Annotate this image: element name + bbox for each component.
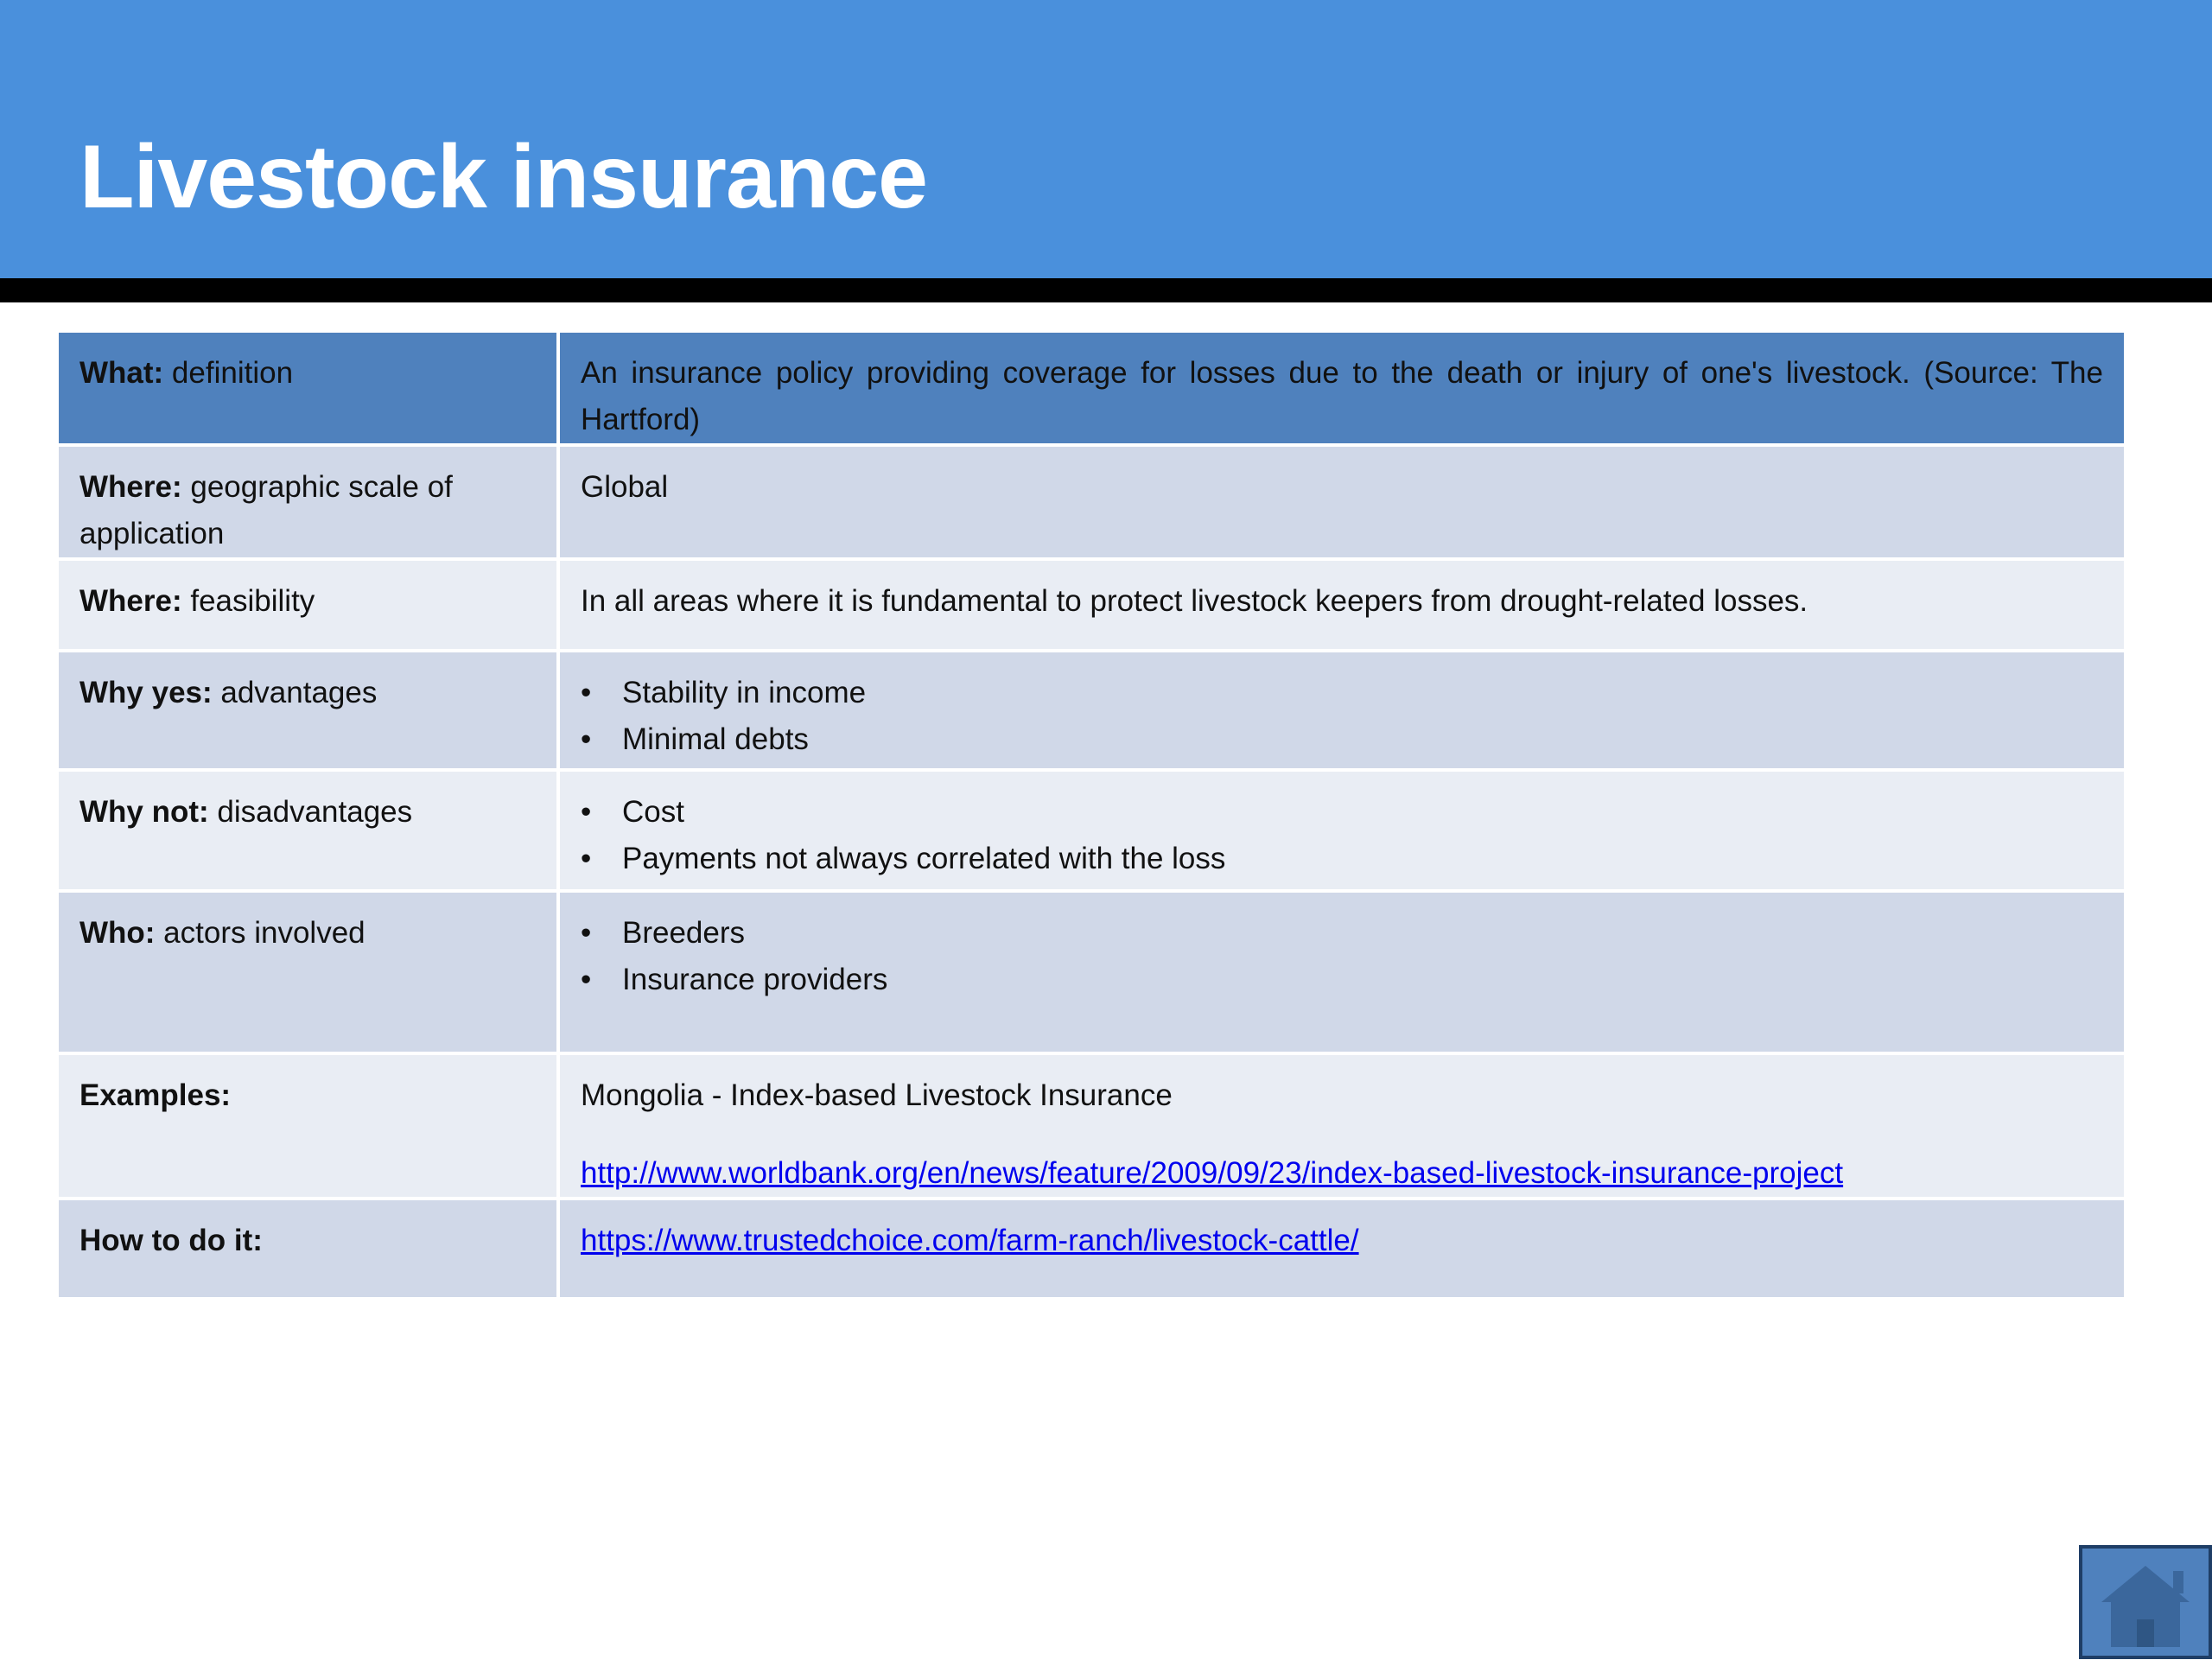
header-divider [0, 278, 2212, 302]
list-item [581, 910, 2103, 957]
row-label-text: advantages [212, 676, 378, 709]
row-value [558, 651, 2126, 770]
table-row-how [57, 1199, 2126, 1299]
slide-title: Livestock insurance [79, 127, 927, 227]
row-value [558, 1199, 2126, 1299]
table-row-examples [57, 1053, 2126, 1199]
list-item [581, 670, 2103, 716]
bullet-icon: • [581, 676, 592, 709]
row-label-text: disadvantages [208, 795, 413, 829]
example-link[interactable]: http://www.worldbank.org/en/news/feature/2009/09/23/index-based-livestock-insurance-project [581, 1156, 1844, 1190]
row-label [57, 891, 558, 1053]
row-label-key: Why yes: [79, 676, 213, 709]
example-text: Mongolia - Index-based Livestock Insurance [581, 1078, 1173, 1112]
table-row-why-yes [57, 651, 2126, 770]
bullet-icon: • [581, 963, 592, 996]
row-label [57, 331, 558, 445]
row-value [558, 891, 2126, 1053]
row-label-key: Who: [79, 916, 156, 950]
list-item-text: Insurance providers [622, 963, 888, 996]
row-value [558, 770, 2126, 891]
list-item-text: Stability in income [622, 676, 867, 709]
table-row-where-feasibility [57, 559, 2126, 651]
table-row-why-not [57, 770, 2126, 891]
row-label-key: What: [79, 356, 164, 390]
actors-list [581, 910, 2103, 1003]
row-label [57, 1199, 558, 1299]
row-label-key: Where: [79, 470, 182, 504]
scale-text: Global [581, 470, 669, 504]
row-value [558, 331, 2126, 445]
table-row-who [57, 891, 2126, 1053]
row-label-key: Why not: [79, 795, 209, 829]
bullet-icon: • [581, 795, 592, 829]
bullet-icon: • [581, 842, 592, 875]
row-value [558, 559, 2126, 651]
row-label-text: definition [163, 356, 294, 390]
row-value [558, 445, 2126, 559]
row-label-text: feasibility [181, 584, 315, 618]
row-label-key: Examples: [79, 1078, 232, 1112]
row-label [57, 770, 558, 891]
spacer [581, 1119, 2103, 1150]
list-item [581, 836, 2103, 882]
list-item-text: Cost [622, 795, 684, 829]
table-row-what [57, 331, 2126, 445]
list-item [581, 716, 2103, 763]
row-label [57, 559, 558, 651]
bullet-icon: • [581, 722, 592, 756]
definition-text: An insurance policy providing coverage for losses due to the death or injury of one's livestock. (Source: The Hartford) [581, 356, 2103, 436]
table-row-where-scale [57, 445, 2126, 559]
home-icon [2082, 1549, 2209, 1656]
list-item [581, 789, 2103, 836]
row-label [57, 651, 558, 770]
row-label [57, 445, 558, 559]
list-item-text: Payments not always correlated with the loss [622, 842, 1226, 875]
row-label-text: geographic scale of application [79, 470, 453, 550]
row-label [57, 1053, 558, 1199]
advantages-list [581, 670, 2103, 763]
row-label-key: How to do it: [79, 1224, 263, 1257]
row-value [558, 1053, 2126, 1199]
how-to-link[interactable]: https://www.trustedchoice.com/farm-ranch/livestock-cattle/ [581, 1224, 1359, 1257]
list-item [581, 957, 2103, 1003]
info-table [55, 329, 2127, 1301]
home-button[interactable] [2079, 1545, 2212, 1659]
row-label-text: actors involved [155, 916, 365, 950]
row-label-key: Where: [79, 584, 182, 618]
bullet-icon: • [581, 916, 592, 950]
feasibility-text: In all areas where it is fundamental to protect livestock keepers from drought-related losses. [581, 584, 1808, 618]
disadvantages-list [581, 789, 2103, 882]
list-item-text: Minimal debts [622, 722, 809, 756]
list-item-text: Breeders [622, 916, 746, 950]
